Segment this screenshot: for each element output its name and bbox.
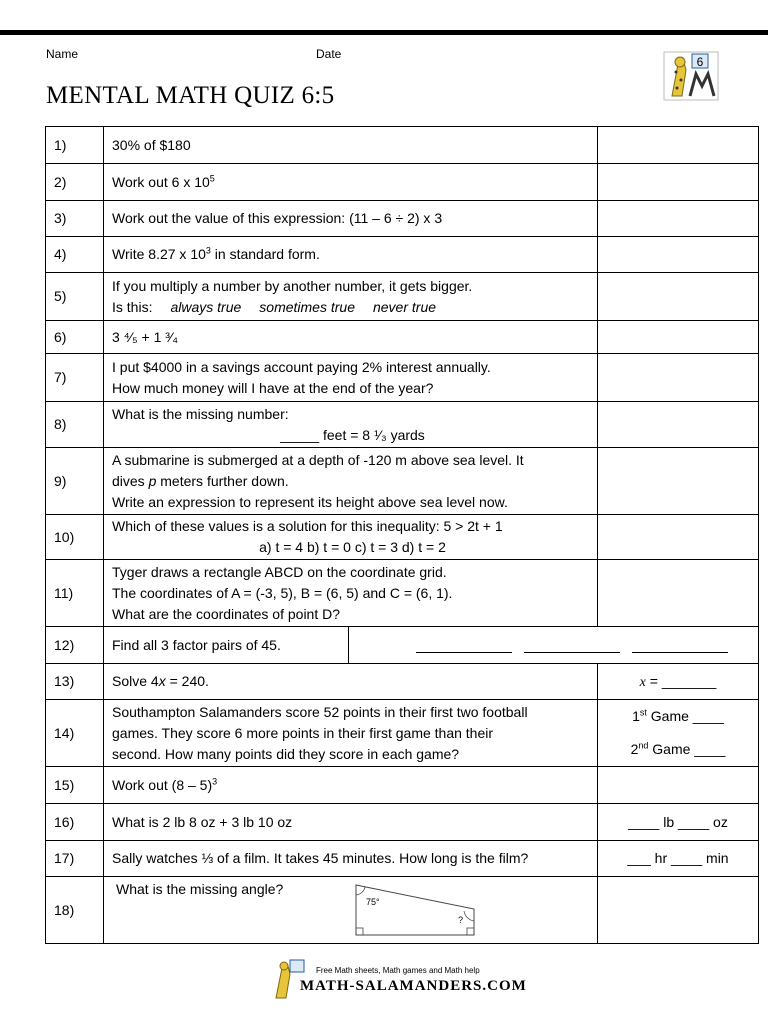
answer-box[interactable] — [598, 767, 759, 804]
question-row — [46, 877, 759, 944]
question-line: Tyger draws a rectangle ABCD on the coordinate grid. — [112, 563, 447, 580]
option-never-true[interactable]: never true — [372, 298, 437, 315]
question-number: 5) — [46, 273, 104, 321]
question-text-part: dives — [112, 472, 149, 489]
answer-box[interactable] — [598, 273, 759, 321]
question-row — [46, 767, 759, 804]
question-line: _____ feet = 8 ¹⁄₃ yards — [280, 426, 425, 443]
question-line: The coordinates of A = (-3, 5), B = (6, 5) and C = (6, 1). — [112, 584, 453, 601]
answer-box[interactable] — [598, 560, 759, 627]
exponent: 3 — [205, 245, 211, 256]
page-title: MENTAL MATH QUIZ 6:5 — [46, 82, 335, 109]
question-row — [46, 841, 759, 877]
question-line — [112, 471, 593, 492]
option-always-true[interactable]: always true — [170, 298, 242, 315]
question-text-part: Work out 6 x 10 — [112, 173, 210, 190]
answer-blank: Game ____ — [646, 708, 724, 724]
question-line: Which of these values is a solution for this inequality: 5 > 2t + 1 — [112, 518, 503, 534]
factor-pair-blank[interactable] — [416, 638, 512, 653]
question-text — [104, 273, 598, 321]
question-row — [46, 402, 759, 448]
answer-box[interactable] — [598, 164, 759, 201]
question-row — [46, 273, 759, 321]
question-row — [46, 237, 759, 273]
answer-box[interactable] — [598, 402, 759, 448]
answer-box[interactable] — [598, 201, 759, 237]
question-text: 30% of $180 — [104, 127, 598, 164]
question-line: A submarine is submerged at a depth of -120 m above sea level. It — [112, 451, 524, 468]
variable: x — [158, 673, 166, 689]
answer-box[interactable] — [598, 321, 759, 354]
question-text — [104, 448, 598, 515]
answer-variable: x — [639, 674, 646, 690]
question-number: 10) — [46, 515, 104, 560]
factor-pair-answers — [348, 627, 758, 663]
ordinal-suffix: st — [639, 707, 647, 718]
question-number: 15) — [46, 767, 104, 804]
answer-box[interactable] — [598, 354, 759, 402]
question-text — [104, 515, 598, 560]
question-number: 4) — [46, 237, 104, 273]
answer-box[interactable] — [598, 700, 759, 767]
name-label: Name — [46, 47, 79, 61]
question-number: 13) — [46, 664, 104, 700]
question-text: 3 ⁴⁄₅ + 1 ³⁄₄ — [104, 321, 598, 354]
question-row — [46, 448, 759, 515]
question-row — [46, 515, 759, 560]
question-line: What is the missing number: — [112, 405, 289, 422]
logo-grade: 6 — [696, 55, 704, 69]
question-number: 16) — [46, 804, 104, 841]
question-number: 8) — [46, 402, 104, 448]
question-row — [46, 627, 759, 664]
question-line: How much money will I have at the end of the year? — [112, 379, 434, 396]
second-game-answer — [598, 739, 758, 760]
question-line: What is the missing angle? — [116, 881, 284, 897]
ordinal-number: 1 — [632, 708, 640, 724]
answer-box[interactable] — [598, 877, 759, 944]
question-row — [46, 560, 759, 627]
question-row — [46, 164, 759, 201]
question-number: 11) — [46, 560, 104, 627]
question-text — [104, 877, 598, 944]
answer-box[interactable] — [598, 664, 759, 700]
option-sometimes-true[interactable]: sometimes true — [259, 298, 355, 315]
question-text — [104, 164, 598, 201]
factor-pair-blank[interactable] — [524, 638, 620, 653]
footer-tagline: Free Math sheets, Math games and Math help — [316, 966, 480, 975]
answer-box[interactable] — [598, 237, 759, 273]
question-text-part: Solve 4 — [112, 673, 159, 689]
question-text — [104, 627, 759, 664]
question-number: 17) — [46, 841, 104, 877]
question-number: 12) — [46, 627, 104, 664]
question-text-part: in standard form. — [210, 246, 320, 262]
question-text — [104, 664, 598, 700]
question-row — [46, 664, 759, 700]
known-angle-label: 75° — [366, 897, 380, 907]
question-number: 18) — [46, 877, 104, 944]
exponent: 5 — [209, 172, 215, 183]
factor-pair-blank[interactable] — [632, 638, 728, 653]
question-number: 3) — [46, 201, 104, 237]
ordinal-suffix: nd — [638, 740, 649, 751]
question-text-part: meters further down. — [156, 472, 289, 489]
unknown-angle-label: ? — [458, 915, 464, 925]
first-game-answer — [598, 706, 758, 727]
question-text-part: Find all 3 factor pairs of 45. — [112, 636, 281, 653]
question-number: 6) — [46, 321, 104, 354]
question-line: Southampton Salamanders score 52 points in their first two football — [112, 703, 528, 720]
exponent: 3 — [212, 775, 218, 786]
answer-box[interactable]: ____ lb ____ oz — [598, 804, 759, 841]
question-number: 2) — [46, 164, 104, 201]
answer-box[interactable] — [598, 515, 759, 560]
question-text — [104, 354, 598, 402]
question-text — [104, 767, 598, 804]
question-text — [104, 402, 598, 448]
question-line: I put $4000 in a savings account paying 2% interest annually. — [112, 358, 491, 375]
date-label: Date — [316, 47, 342, 61]
question-text: Work out the value of this expression: (11 – 6 ÷ 2) x 3 — [104, 201, 598, 237]
question-line — [112, 297, 593, 318]
question-number: 9) — [46, 448, 104, 515]
question-line: a) t = 4 b) t = 0 c) t = 3 d) t = 2 — [259, 539, 446, 555]
question-row — [46, 321, 759, 354]
salamander-logo-icon — [662, 50, 720, 102]
answer-box[interactable]: ___ hr ____ min — [598, 841, 759, 877]
question-number: 7) — [46, 354, 104, 402]
question-row — [46, 804, 759, 841]
answer-box[interactable] — [598, 127, 759, 164]
question-number: 1) — [46, 127, 104, 164]
question-line: games. They score 6 more points in their first game than their — [112, 724, 494, 741]
question-line: Write an expression to represent its height above sea level now. — [112, 493, 508, 510]
question-line: second. How many points did they score in each game? — [112, 745, 460, 762]
question-text-part: = 240. — [165, 673, 209, 689]
question-number: 14) — [46, 700, 104, 767]
question-row — [46, 354, 759, 402]
answer-blank: = _______ — [645, 672, 717, 689]
ordinal-number: 2 — [630, 741, 639, 757]
question-text — [104, 237, 598, 273]
top-rule — [0, 30, 768, 35]
question-text: Sally watches ⅓ of a film. It takes 45 minutes. How long is the film? — [104, 841, 598, 877]
answer-blank: Game ____ — [648, 741, 726, 757]
question-line: If you multiply a number by another number, it gets bigger. — [112, 277, 473, 294]
answer-box[interactable] — [598, 448, 759, 515]
question-text — [104, 700, 598, 767]
question-line: What are the coordinates of point D? — [112, 605, 341, 622]
question-row — [46, 127, 759, 164]
question-text-part: Work out (8 – 5) — [112, 776, 213, 793]
is-this-label: Is this: — [112, 298, 153, 315]
question-text: What is 2 lb 8 oz + 3 lb 10 oz — [104, 804, 598, 841]
trapezoid-diagram — [354, 883, 478, 939]
variable: p — [148, 472, 157, 489]
question-row — [46, 201, 759, 237]
quiz-table — [45, 126, 759, 944]
question-text-part: Write 8.27 x 10 — [112, 246, 206, 262]
question-text — [104, 560, 598, 627]
footer-site-url[interactable]: MATH-SALAMANDERS.COM — [300, 978, 527, 994]
question-row — [46, 700, 759, 767]
